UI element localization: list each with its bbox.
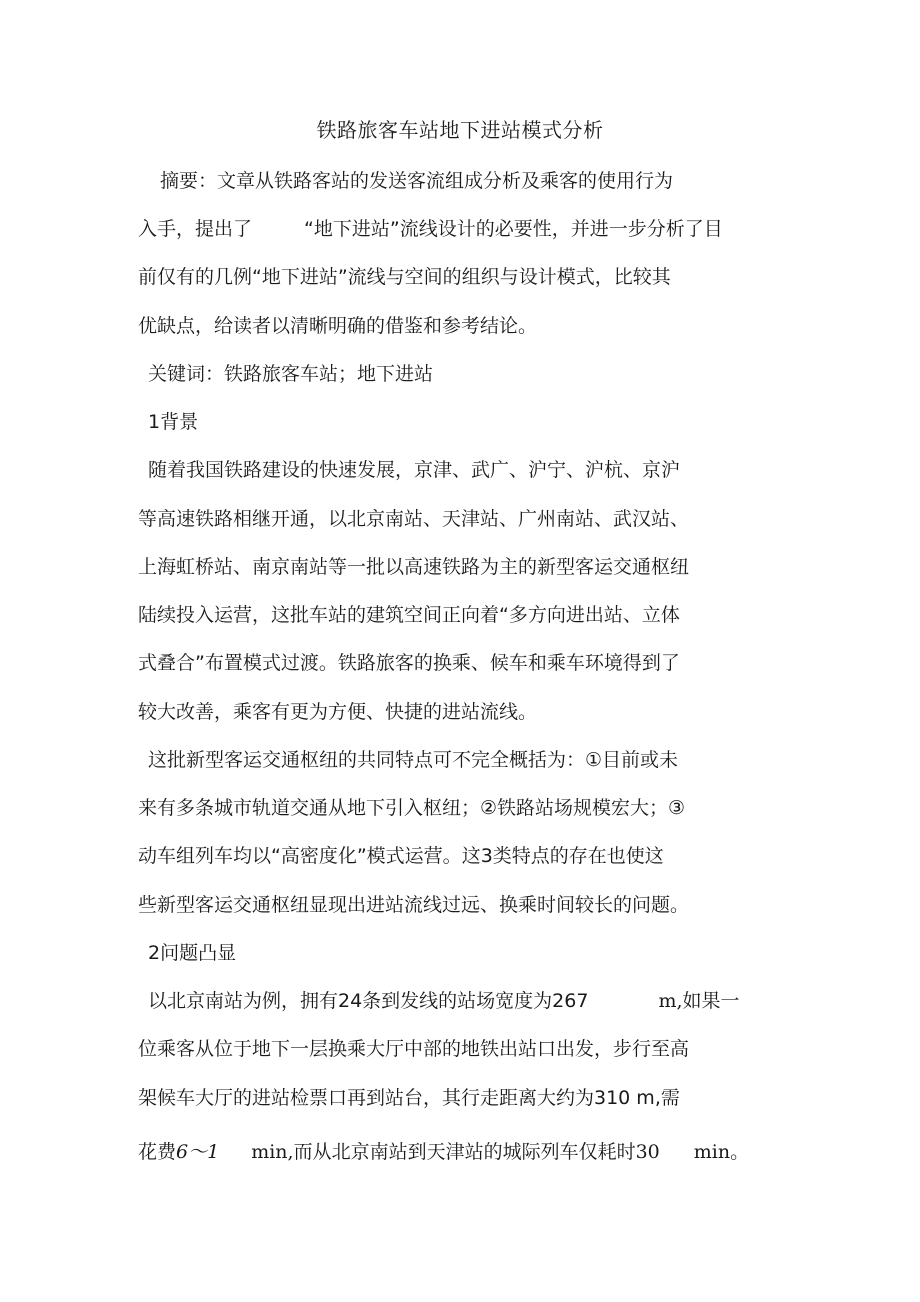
body-line-11-end: m,如果一 — [658, 990, 740, 1012]
body-line-8: 来有多条城市轨道交通从地下引入枢纽；②铁路站场规模宏大；③ — [138, 797, 686, 819]
body-line-12: 位乘客从位于地下一层换乘大厅中部的地铁出站口出发，步行至高 — [138, 1038, 690, 1060]
body-line-14-part-b: 6～1 — [176, 1141, 220, 1163]
abstract-line-1: 摘要：文章从铁路客站的发送客流组成分析及乘客的使用行为 — [160, 170, 674, 192]
body-line-4: 陆续投入运营，这批车站的建筑空间正向着“多方向进出站、立体 — [138, 604, 680, 626]
body-line-3: 上海虹桥站、南京南站等一批以高速铁路为主的新型客运交通枢纽 — [138, 556, 690, 578]
body-line-14-part-a: 花费 — [138, 1141, 177, 1163]
section-1-heading: 1背景 — [148, 411, 199, 433]
body-line-14 — [138, 1139, 749, 1165]
abstract-line-4: 优缺点，给读者以清晰明确的借鉴和参考结论。 — [138, 315, 538, 337]
body-line-9: 动车组列车均以“高密度化”模式运营。这3类特点的存在也使这 — [138, 845, 664, 867]
section-2-heading: 2问题凸显 — [148, 942, 237, 964]
body-line-7: 这批新型客运交通枢纽的共同特点可不完全概括为：①目前或未 — [148, 749, 679, 771]
body-line-13: 架候车大厅的进站检票口再到站台，其行走距离大约为310 m,需 — [138, 1087, 680, 1109]
body-line-14-part-d: min。 — [693, 1141, 750, 1163]
body-line-5: 式叠合”布置模式过渡。铁路旅客的换乘、候车和乘车环境得到了 — [138, 652, 680, 674]
abstract-line-2-end: “地下进站”流线设计的必要性，并进一步分析了目 — [304, 218, 723, 240]
body-line-14-part-c: min,而从北京南站到天津站的城际列车仅耗时30 — [251, 1141, 660, 1163]
body-line-10: 些新型客运交通枢纽显现出进站流线过远、换乘时间较长的问题。 — [138, 894, 690, 916]
document-title: 铁路旅客车站地下进站模式分析 — [316, 118, 604, 142]
body-line-11 — [148, 988, 740, 1014]
body-line-1: 随着我国铁路建设的快速发展，京津、武广、沪宁、沪杭、京沪 — [148, 459, 681, 481]
abstract-line-2 — [138, 216, 723, 242]
abstract-line-3: 前仅有的几例“地下进站”流线与空间的组织与设计模式，比较其 — [138, 266, 671, 288]
body-line-6: 较大改善，乘客有更为方便、快捷的进站流线。 — [138, 701, 538, 723]
body-line-2: 等高速铁路相继开通，以北京南站、天津站、广州南站、武汉站、 — [138, 508, 690, 530]
abstract-line-2-start: 入手，提出了 — [138, 218, 253, 240]
body-line-11-start: 以北京南站为例，拥有24条到发线的站场宽度为267 — [148, 990, 589, 1012]
keywords-line: 关键词：铁路旅客车站；地下进站 — [148, 363, 434, 385]
